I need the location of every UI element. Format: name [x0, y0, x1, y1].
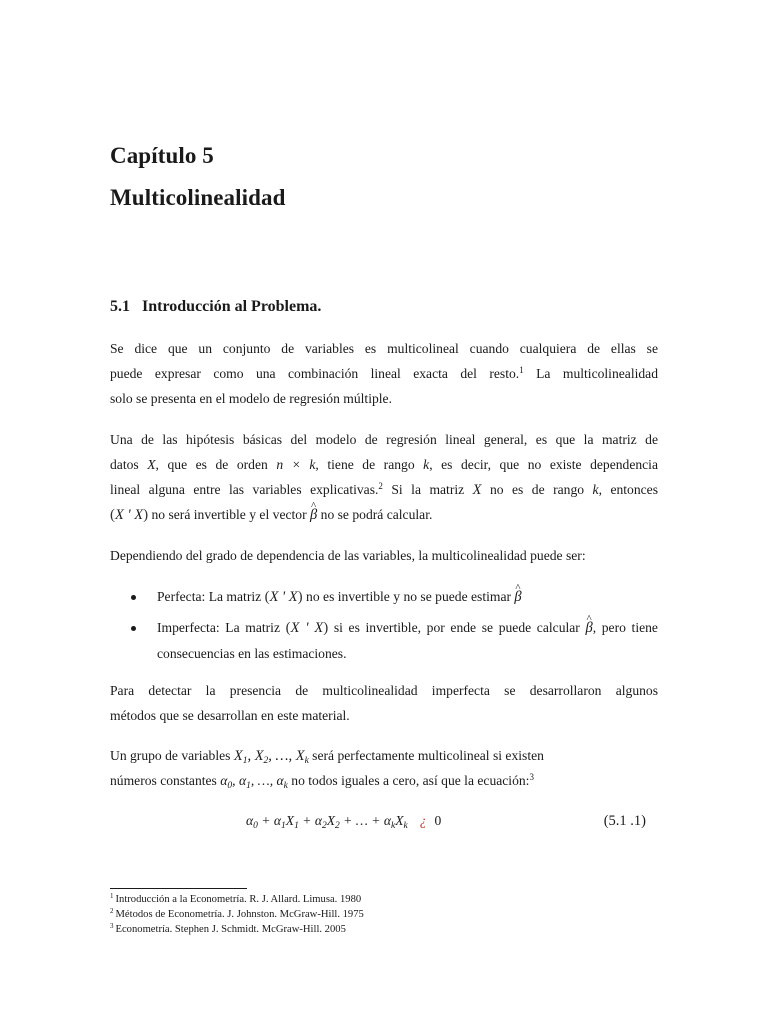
paragraph-2-line-3	[110, 477, 658, 503]
math-ellipsis: , …,	[250, 773, 277, 788]
paragraph-text: no todos iguales a cero, así que la ecuación:	[287, 773, 530, 788]
paren-close: )	[297, 589, 303, 605]
paragraph-2-line-4	[110, 502, 658, 528]
paragraph-text: La multicolinealidad	[523, 366, 659, 381]
math-k: k	[592, 482, 599, 497]
math-comma: ,	[247, 748, 255, 764]
paragraph-4-line-2: métodos que se desarrollan en este material.	[110, 708, 350, 723]
subscript: 1	[281, 821, 286, 831]
footnote-mark: 1	[110, 892, 114, 900]
footnote-text: Métodos de Econometría. J. Johnston. McGraw-Hill. 1975	[115, 909, 364, 920]
math-alpha: α	[276, 773, 284, 788]
math-beta-hat: ^ β	[585, 616, 592, 641]
math-X: X	[254, 748, 264, 764]
list-item-text: no es invertible y no se puede estimar	[302, 589, 515, 604]
footnote-divider	[110, 888, 247, 889]
math-plus: +	[298, 813, 315, 828]
section-number: 5.1	[110, 298, 130, 315]
footnote	[110, 907, 364, 922]
math-alpha: α	[273, 813, 282, 828]
paragraph-1-line-3: solo se presenta en el modelo de regresión múltiple.	[110, 391, 392, 406]
math-comma: ,	[232, 773, 239, 788]
paren-open: (	[264, 589, 270, 605]
paren-open: (	[110, 507, 115, 523]
equation-body	[246, 808, 441, 834]
paragraph-3: Dependiendo del grado de dependencia de las variables, la multicolinealidad puede ser:	[110, 548, 586, 563]
paren-close: )	[323, 620, 329, 636]
math-plus: +	[371, 813, 384, 828]
equation-rhs: 0	[434, 813, 442, 828]
subscript: 2	[321, 821, 327, 831]
math-beta-hat: ^ β	[310, 503, 317, 528]
section-title: Introducción al Problema.	[142, 298, 322, 315]
math-alpha-list	[220, 773, 288, 791]
equation-5-1-1	[110, 808, 658, 834]
list-item-text: , pero tiene consecuencias en las estimaciones.	[157, 620, 658, 661]
paragraph-2-line-2	[110, 452, 658, 477]
math-ellipsis: , …,	[268, 748, 296, 764]
math-plus: +	[339, 813, 356, 828]
chapter-label: Capítulo 5	[110, 143, 214, 168]
subscript: k	[390, 821, 396, 831]
paragraph-text: será perfectamente multicolineal si existen	[308, 748, 544, 763]
chapter-title: Multicolinealidad	[110, 185, 286, 210]
list-item	[110, 584, 658, 610]
footnote-ref-2: 2	[378, 481, 383, 491]
paragraph-text: Si la matriz	[382, 482, 473, 497]
footnote-ref-1: 1	[519, 365, 524, 375]
subscript: k	[283, 781, 288, 791]
paragraph-2-line-1: Una de las hipótesis básicas del modelo de regresión lineal general, es que la matriz de	[110, 432, 658, 447]
math-alpha: α	[238, 773, 247, 788]
footnote-text: Econometría. Stephen J. Schmidt. McGraw-Hill. 2005	[115, 924, 346, 935]
math-X: X	[147, 457, 156, 472]
subscript: 1	[294, 821, 299, 831]
list-item-text: Imperfecta: La matriz	[157, 620, 286, 635]
paragraph-1-line-1: Se dice que un conjunto de variables es multicolineal cuando cualquiera de ellas se	[110, 341, 658, 356]
math-x-list	[234, 748, 309, 764]
subscript: 0	[253, 821, 258, 831]
paragraph-text: datos	[110, 457, 148, 472]
math-X: X	[326, 813, 336, 828]
section-heading	[110, 298, 321, 316]
list-item	[110, 615, 658, 666]
list-item-text: Perfecta: La matriz	[157, 589, 265, 604]
footnote-ref-3: 3	[529, 772, 534, 782]
footnote-text: Introducción a la Econometría. R. J. Allard. Limusa. 1980	[115, 894, 362, 905]
math-XtX: X ' X	[269, 589, 298, 605]
paragraph-4-line-1: Para detectar la presencia de multicolinealidad imperfecta se desarrollaron algunos	[110, 683, 658, 698]
math-alpha: α	[220, 773, 228, 788]
math-XtX: X ' X	[115, 507, 144, 523]
list-item-text: si es invertible, por ende se puede calcular	[328, 620, 586, 635]
math-n-by-k: n × k	[276, 457, 316, 472]
paragraph-text: Un grupo de variables	[110, 748, 234, 763]
paragraph-5-line-2	[110, 768, 658, 793]
bullet-dot	[131, 626, 136, 631]
math-X: X	[472, 482, 482, 498]
subscript: k	[403, 821, 408, 831]
math-X: X	[285, 813, 295, 828]
math-alpha: α	[246, 813, 254, 828]
math-plus: +	[257, 813, 274, 828]
subscript: 0	[227, 781, 233, 791]
paragraph-text: , tiene de rango	[315, 457, 424, 472]
subscript: 2	[263, 756, 269, 766]
paren-open: (	[285, 620, 291, 636]
math-X: X	[295, 748, 305, 764]
math-k: k	[423, 457, 430, 472]
paragraph-text: , entonces	[598, 482, 658, 497]
equation-number: (5.1 .1)	[603, 813, 646, 829]
subscript: 2	[335, 821, 340, 831]
math-X: X	[233, 748, 243, 764]
math-alpha: α	[314, 813, 322, 828]
math-XtX: X ' X	[290, 620, 324, 636]
subscript: 1	[246, 781, 251, 791]
paragraph-1-line-2	[110, 361, 658, 386]
paragraph-5-line-1	[110, 743, 658, 769]
paragraph-text: , que es de orden	[155, 457, 277, 472]
footnote	[110, 922, 364, 937]
paragraph-text: números constantes	[110, 773, 221, 788]
footnotes	[110, 892, 364, 937]
paren-close: )	[143, 507, 149, 523]
paragraph-text: no se podrá calcular.	[317, 507, 433, 522]
bullet-list	[110, 584, 658, 666]
math-alpha: α	[383, 813, 391, 828]
footnote-mark: 2	[110, 907, 114, 915]
paragraph-text: , es decir, que no existe dependencia	[429, 457, 658, 472]
subscript: k	[304, 756, 309, 766]
footnote-mark: 3	[110, 922, 114, 930]
paragraph-text: no es de rango	[481, 482, 593, 497]
paragraph-text: puede expresar como una combinación lineal exacta del resto.	[110, 366, 520, 381]
math-dots: …	[355, 813, 372, 828]
math-X: X	[395, 813, 404, 828]
math-beta-hat: ^ β	[514, 585, 521, 610]
equation-broken-symbol: ¿	[419, 813, 427, 828]
paragraph-text: lineal alguna entre las variables explicativas.	[110, 482, 379, 497]
subscript: 1	[242, 756, 248, 766]
paragraph-text: no será invertible y el vector	[148, 507, 311, 522]
bullet-dot	[131, 595, 136, 600]
footnote	[110, 892, 364, 907]
